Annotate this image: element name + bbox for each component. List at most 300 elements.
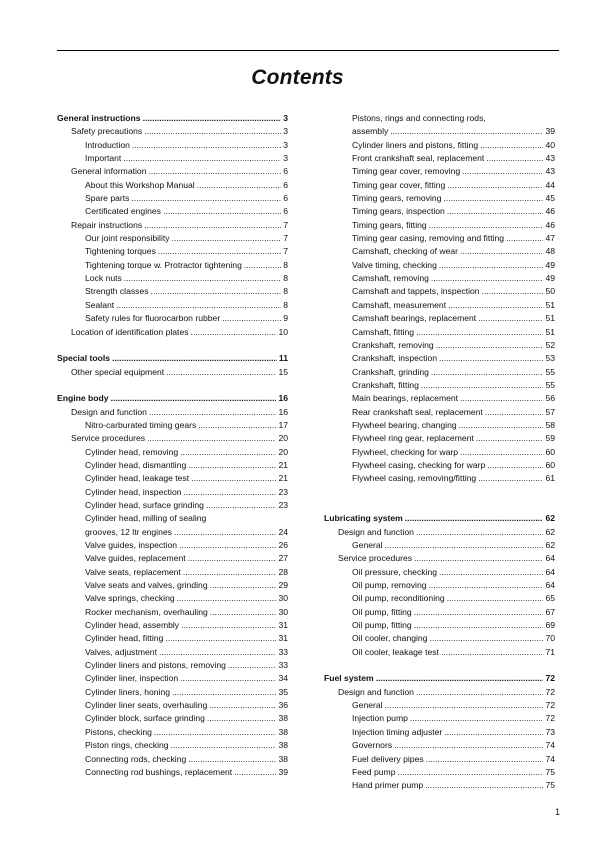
toc-entry-title: Valve guides, inspection bbox=[85, 540, 178, 550]
dot-leader bbox=[506, 232, 543, 245]
toc-section-heading[interactable] bbox=[57, 112, 288, 125]
toc-entry[interactable] bbox=[324, 526, 555, 539]
toc-entry[interactable] bbox=[57, 512, 288, 539]
dot-leader bbox=[210, 606, 277, 619]
dot-leader bbox=[414, 606, 544, 619]
toc-entry[interactable] bbox=[324, 299, 555, 312]
toc-entry-title: Valve springs, checking bbox=[85, 593, 175, 604]
toc-entry[interactable] bbox=[57, 459, 288, 472]
toc-entry-page: 50 bbox=[545, 286, 555, 297]
toc-entry-page: 67 bbox=[545, 606, 555, 617]
toc-entry[interactable] bbox=[57, 139, 288, 152]
toc-entry[interactable] bbox=[324, 392, 555, 405]
toc-entry-page: 64 bbox=[545, 580, 555, 591]
toc-entry[interactable] bbox=[324, 139, 555, 152]
toc-entry-page: 46 bbox=[545, 206, 555, 217]
toc-entry-page: 57 bbox=[545, 406, 555, 417]
dot-leader bbox=[228, 659, 277, 672]
toc-entry-title: Cylinder head, dismantling bbox=[85, 459, 187, 470]
dot-leader bbox=[244, 259, 281, 272]
dot-leader bbox=[376, 672, 544, 685]
toc-entry-page: 64 bbox=[545, 553, 555, 564]
toc-entry[interactable] bbox=[324, 686, 555, 699]
dot-leader bbox=[416, 686, 543, 699]
dot-leader bbox=[441, 646, 543, 659]
toc-entry[interactable] bbox=[57, 285, 288, 298]
toc-entry-page: 73 bbox=[545, 726, 555, 737]
toc-entry-title: Nitro-carburated timing gears bbox=[85, 419, 197, 430]
toc-entry[interactable] bbox=[324, 152, 555, 165]
toc-entry-title: Oil pump, removing bbox=[352, 580, 427, 591]
toc-entry-title: Engine body bbox=[57, 393, 109, 404]
toc-entry-page: 44 bbox=[545, 179, 555, 190]
toc-entry[interactable] bbox=[57, 632, 288, 645]
toc-entry-page: 43 bbox=[545, 153, 555, 164]
toc-entry-title: Lubricating system bbox=[324, 513, 403, 524]
toc-entry-page: 36 bbox=[278, 700, 288, 711]
toc-entry[interactable] bbox=[57, 672, 288, 685]
toc-entry-page: 52 bbox=[545, 339, 555, 350]
toc-entry-page: 28 bbox=[278, 566, 288, 577]
toc-entry-title: Camshaft and tappets, inspection bbox=[352, 286, 480, 297]
toc-entry-page: 3 bbox=[283, 139, 288, 150]
toc-entry[interactable] bbox=[324, 552, 555, 565]
toc-entry-title: Timing gear casing, removing and fitting bbox=[352, 233, 505, 244]
toc-entry-title: Crankshaft, removing bbox=[352, 339, 434, 350]
toc-entry-page: 30 bbox=[278, 593, 288, 604]
toc-entry-title: Certificated engines bbox=[85, 206, 161, 217]
toc-entry-page: 7 bbox=[283, 246, 288, 257]
toc-entry-title: Lock nuts bbox=[85, 273, 122, 284]
toc-entry-title: Crankshaft, fitting bbox=[352, 379, 419, 390]
dot-leader bbox=[448, 299, 543, 312]
toc-entry-title: Fuel system bbox=[324, 673, 374, 684]
toc-entry-title: Oil cooler, leakage test bbox=[352, 646, 439, 657]
toc-entry-page: 55 bbox=[545, 366, 555, 377]
toc-entry[interactable] bbox=[57, 659, 288, 672]
toc-section-heading[interactable] bbox=[57, 392, 288, 405]
dot-leader bbox=[209, 699, 276, 712]
dot-leader bbox=[439, 259, 544, 272]
toc-entry-page: 33 bbox=[278, 660, 288, 671]
toc-entry[interactable] bbox=[324, 606, 555, 619]
toc-entry-title: Valve timing, checking bbox=[352, 259, 437, 270]
toc-entry[interactable] bbox=[324, 472, 555, 485]
dot-leader bbox=[177, 592, 277, 605]
dot-leader bbox=[478, 472, 543, 485]
toc-entry[interactable] bbox=[324, 312, 555, 325]
toc-entry[interactable] bbox=[324, 219, 555, 232]
dot-leader bbox=[183, 566, 277, 579]
toc-entry-title: Governors bbox=[352, 740, 393, 751]
toc-entry[interactable] bbox=[57, 592, 288, 605]
toc-entry[interactable] bbox=[324, 766, 555, 779]
toc-entry-page: 9 bbox=[283, 313, 288, 324]
toc-entry-page: 20 bbox=[278, 446, 288, 457]
toc-entry-title: Flywheel casing, removing/fitting bbox=[352, 473, 477, 484]
toc-entry-page: 74 bbox=[545, 753, 555, 764]
dot-leader bbox=[487, 459, 543, 472]
toc-entry[interactable] bbox=[324, 459, 555, 472]
toc-entry[interactable] bbox=[324, 632, 555, 645]
toc-entry-page: 7 bbox=[283, 219, 288, 230]
toc-entry-page: 8 bbox=[283, 259, 288, 270]
toc-entry[interactable] bbox=[57, 499, 288, 512]
toc-entry[interactable] bbox=[57, 446, 288, 459]
toc-entry-title: Oil pump, fitting bbox=[352, 606, 412, 617]
toc-entry[interactable] bbox=[324, 712, 555, 725]
toc-entry-title: Tightening torque w. Protractor tightening bbox=[85, 259, 242, 270]
toc-entry-title: Cylinder block, surface grinding bbox=[85, 713, 205, 724]
toc-entry[interactable] bbox=[57, 766, 288, 779]
dot-leader bbox=[174, 526, 276, 539]
toc-entry-title: Cylinder head, leakage test bbox=[85, 473, 190, 484]
dot-leader bbox=[165, 632, 276, 645]
toc-entry-page: 74 bbox=[545, 740, 555, 751]
toc-entry-page: 48 bbox=[545, 246, 555, 257]
toc-entry[interactable] bbox=[324, 366, 555, 379]
toc-entry-page: 39 bbox=[278, 766, 288, 777]
toc-entry[interactable] bbox=[57, 606, 288, 619]
toc-entry-title: Oil pump, fitting bbox=[352, 620, 412, 631]
toc-entry-title: Repair instructions bbox=[71, 219, 143, 230]
toc-entry-page: 47 bbox=[545, 233, 555, 244]
toc-entry[interactable] bbox=[57, 539, 288, 552]
toc-entry[interactable] bbox=[324, 779, 555, 792]
toc-entry[interactable] bbox=[57, 299, 288, 312]
dot-leader bbox=[414, 619, 544, 632]
toc-entry[interactable] bbox=[57, 125, 288, 138]
toc-entry-title: Spare parts bbox=[85, 193, 130, 204]
dot-leader bbox=[188, 552, 277, 565]
dot-leader bbox=[191, 472, 276, 485]
toc-entry-page: 51 bbox=[545, 326, 555, 337]
toc-entry-page: 43 bbox=[545, 166, 555, 177]
toc-entry[interactable] bbox=[324, 539, 555, 552]
dot-leader bbox=[390, 125, 543, 138]
toc-entry-title: Camshaft, fitting bbox=[352, 326, 415, 337]
toc-entry[interactable] bbox=[324, 339, 555, 352]
toc-entry[interactable] bbox=[324, 272, 555, 285]
section-spacer bbox=[324, 499, 555, 512]
toc-entry[interactable] bbox=[57, 646, 288, 659]
toc-entry[interactable] bbox=[57, 619, 288, 632]
toc-entry-page: 71 bbox=[545, 646, 555, 657]
dot-leader bbox=[447, 592, 544, 605]
toc-entry[interactable] bbox=[324, 192, 555, 205]
toc-entry[interactable] bbox=[57, 406, 288, 419]
toc-entry-page: 39 bbox=[545, 126, 555, 137]
dot-leader bbox=[480, 139, 543, 152]
toc-entry-title: Hand primer pump bbox=[352, 780, 424, 791]
toc-entry-title: General information bbox=[71, 166, 147, 177]
toc-entry-title: Cylinder liner seats, overhauling bbox=[85, 700, 208, 711]
dot-leader bbox=[447, 205, 544, 218]
dot-leader bbox=[210, 579, 277, 592]
toc-entry-page: 6 bbox=[283, 166, 288, 177]
toc-entry[interactable] bbox=[57, 205, 288, 218]
toc-entry[interactable] bbox=[324, 726, 555, 739]
toc-entry-title: Oil cooler, changing bbox=[352, 633, 428, 644]
toc-entry-page: 38 bbox=[278, 740, 288, 751]
dot-leader bbox=[188, 753, 276, 766]
toc-entry[interactable] bbox=[324, 739, 555, 752]
toc-entry[interactable] bbox=[324, 592, 555, 605]
toc-entry-title: Camshaft, measurement bbox=[352, 299, 447, 310]
toc-entry[interactable] bbox=[57, 259, 288, 272]
dot-leader bbox=[180, 446, 276, 459]
toc-entry-title: Main bearings, replacement bbox=[352, 393, 459, 404]
toc-entry-title: Oil pressure, checking bbox=[352, 566, 438, 577]
toc-entry-page: 60 bbox=[545, 446, 555, 457]
dot-leader bbox=[180, 672, 276, 685]
dot-leader bbox=[154, 726, 277, 739]
dot-leader bbox=[148, 165, 281, 178]
dot-leader bbox=[124, 272, 281, 285]
toc-entry[interactable] bbox=[57, 165, 288, 178]
toc-entry-title: Safety precautions bbox=[71, 126, 143, 137]
toc-entry-page: 72 bbox=[545, 673, 555, 684]
toc-entry-title: Cylinder liners and pistons, removing bbox=[85, 660, 226, 671]
toc-entry-page: 29 bbox=[278, 580, 288, 591]
dot-leader bbox=[149, 406, 276, 419]
dot-leader bbox=[207, 712, 277, 725]
dot-leader bbox=[147, 432, 276, 445]
toc-entry-page: 16 bbox=[278, 406, 288, 417]
toc-entry-page: 72 bbox=[545, 686, 555, 697]
toc-entry-title: Cylinder head, fitting bbox=[85, 633, 164, 644]
dot-leader bbox=[116, 299, 281, 312]
toc-entry-title: Service procedures bbox=[71, 433, 146, 444]
toc-entry-title: Cylinder head, removing bbox=[85, 446, 179, 457]
dot-leader bbox=[112, 352, 277, 365]
toc-entry[interactable] bbox=[57, 739, 288, 752]
toc-entry-page: 20 bbox=[278, 433, 288, 444]
dot-leader bbox=[416, 326, 543, 339]
dot-leader bbox=[439, 352, 543, 365]
toc-entry-title: Crankshaft, grinding bbox=[352, 366, 429, 377]
toc-entry-title: Cylinder liners and pistons, fitting bbox=[352, 139, 479, 150]
toc-entry[interactable] bbox=[57, 219, 288, 232]
toc-entry[interactable] bbox=[324, 619, 555, 632]
toc-entry-page: 30 bbox=[278, 606, 288, 617]
dot-leader bbox=[478, 312, 543, 325]
toc-entry-page: 58 bbox=[545, 419, 555, 430]
toc-section-heading[interactable] bbox=[57, 352, 288, 365]
toc-entry-title: Flywheel, checking for warp bbox=[352, 446, 459, 457]
toc-entry-page: 40 bbox=[545, 139, 555, 150]
toc-entry[interactable] bbox=[57, 179, 288, 192]
toc-entry[interactable] bbox=[324, 112, 555, 139]
dot-leader bbox=[426, 753, 544, 766]
toc-entry[interactable] bbox=[57, 699, 288, 712]
toc-entry[interactable] bbox=[324, 432, 555, 445]
toc-entry[interactable] bbox=[57, 753, 288, 766]
toc-entry-page: 65 bbox=[545, 593, 555, 604]
toc-entry[interactable] bbox=[324, 446, 555, 459]
toc-entry-page: 33 bbox=[278, 646, 288, 657]
toc-entry[interactable] bbox=[324, 646, 555, 659]
toc-entry-page: 8 bbox=[283, 273, 288, 284]
toc-entry[interactable] bbox=[57, 312, 288, 325]
toc-entry-page: 51 bbox=[545, 299, 555, 310]
toc-entry-title: Camshaft, removing bbox=[352, 273, 429, 284]
toc-entry[interactable] bbox=[324, 179, 555, 192]
toc-entry-page: 6 bbox=[283, 193, 288, 204]
toc-entry-page: 49 bbox=[545, 273, 555, 284]
toc-entry-title: Feed pump bbox=[352, 766, 396, 777]
toc-entry[interactable] bbox=[57, 245, 288, 258]
toc-entry-title: Cylinder liner, inspection bbox=[85, 673, 179, 684]
toc-entry[interactable] bbox=[57, 566, 288, 579]
toc-entry-title: Injection pump bbox=[352, 713, 408, 724]
toc-entry-page: 7 bbox=[283, 233, 288, 244]
dot-leader bbox=[460, 446, 543, 459]
toc-entry-page: 6 bbox=[283, 206, 288, 217]
toc-entry-title: Special tools bbox=[57, 353, 111, 364]
dot-leader bbox=[166, 366, 276, 379]
toc-entry-title: General bbox=[352, 700, 383, 711]
toc-entry[interactable] bbox=[324, 579, 555, 592]
toc-entry-page: 21 bbox=[278, 459, 288, 470]
dot-leader bbox=[234, 766, 276, 779]
toc-entry-title: Safety rules for fluorocarbon rubber bbox=[85, 313, 221, 324]
toc-entry-page: 23 bbox=[278, 499, 288, 510]
toc-entry-title: Cylinder head, inspection bbox=[85, 486, 182, 497]
toc-entry-page: 26 bbox=[278, 540, 288, 550]
toc-entry[interactable] bbox=[324, 352, 555, 365]
toc-section-heading[interactable] bbox=[324, 672, 555, 685]
dot-leader bbox=[222, 312, 281, 325]
toc-entry[interactable] bbox=[324, 699, 555, 712]
toc-entry-title: Rear crankshaft seal, replacement bbox=[352, 406, 483, 417]
toc-entry[interactable] bbox=[324, 419, 555, 432]
toc-entry-title: Timing gears, fitting bbox=[352, 219, 427, 230]
toc-entry[interactable] bbox=[57, 726, 288, 739]
toc-entry[interactable] bbox=[57, 486, 288, 499]
dot-leader bbox=[394, 739, 543, 752]
toc-entry-page: 24 bbox=[278, 526, 288, 537]
toc-entry[interactable] bbox=[324, 566, 555, 579]
toc-entry[interactable] bbox=[57, 326, 288, 339]
toc-entry-title: Design and function bbox=[71, 406, 147, 417]
toc-entry[interactable] bbox=[324, 245, 555, 258]
toc-entry-title: Cylinder liners, honing bbox=[85, 686, 171, 697]
dot-leader bbox=[181, 619, 276, 632]
toc-section-heading[interactable] bbox=[324, 512, 555, 525]
dot-leader bbox=[111, 392, 277, 405]
toc-entry-page: 49 bbox=[545, 259, 555, 270]
toc-entry-page: 75 bbox=[545, 780, 555, 791]
toc-entry[interactable] bbox=[324, 326, 555, 339]
toc-entry-page: 56 bbox=[545, 393, 555, 404]
toc-entry-page: 72 bbox=[545, 713, 555, 724]
toc-entry[interactable] bbox=[324, 165, 555, 178]
toc-entry-title: Other special equipment bbox=[71, 366, 165, 377]
toc-entry-title: Valve guides, replacement bbox=[85, 553, 186, 564]
toc-entry-title: Pistons, rings and connecting rods, bbox=[352, 113, 486, 123]
toc-entry-title: Design and function bbox=[338, 686, 414, 697]
toc-entry-page: 8 bbox=[283, 286, 288, 297]
toc-entry[interactable] bbox=[57, 152, 288, 165]
toc-entry-page: 51 bbox=[545, 313, 555, 324]
dot-leader bbox=[206, 499, 276, 512]
toc-entry[interactable] bbox=[57, 472, 288, 485]
toc-entry-title: Flywheel bearing, changing bbox=[352, 419, 457, 430]
toc-entry-title: Sealant bbox=[85, 299, 115, 310]
toc-entry-title: Timing gear cover, removing bbox=[352, 166, 461, 177]
toc-entry[interactable] bbox=[324, 379, 555, 392]
toc-entry[interactable] bbox=[57, 272, 288, 285]
dot-leader bbox=[482, 285, 544, 298]
toc-entry[interactable] bbox=[324, 753, 555, 766]
toc-entry[interactable] bbox=[57, 192, 288, 205]
toc-entry[interactable] bbox=[324, 205, 555, 218]
dot-leader bbox=[431, 272, 544, 285]
toc-entry[interactable] bbox=[57, 579, 288, 592]
toc-entry-title: Valves, adjustment bbox=[85, 646, 157, 657]
toc-entry-title: Timing gear cover, fitting bbox=[352, 179, 446, 190]
toc-entry-page: 53 bbox=[545, 353, 555, 364]
toc-entry-page: 35 bbox=[278, 686, 288, 697]
dot-leader bbox=[163, 205, 281, 218]
toc-entry-page: 72 bbox=[545, 700, 555, 711]
toc-entry-page: 34 bbox=[278, 673, 288, 684]
dot-leader bbox=[476, 432, 544, 445]
toc-entry[interactable] bbox=[324, 259, 555, 272]
page-number: 1 bbox=[555, 807, 561, 817]
dot-leader bbox=[172, 686, 276, 699]
toc-entry[interactable] bbox=[57, 686, 288, 699]
toc-entry[interactable] bbox=[57, 432, 288, 445]
toc-entry-page: 38 bbox=[278, 753, 288, 764]
toc-entry-page: 11 bbox=[278, 353, 288, 364]
toc-entry[interactable] bbox=[324, 232, 555, 245]
toc-entry-title: Timing gears, inspection bbox=[352, 206, 445, 217]
dot-leader bbox=[431, 366, 544, 379]
toc-entry-title-continued: assembly bbox=[352, 126, 389, 137]
dot-leader bbox=[429, 632, 543, 645]
dot-leader bbox=[439, 566, 543, 579]
toc-entry[interactable] bbox=[324, 285, 555, 298]
toc-entry[interactable] bbox=[57, 712, 288, 725]
toc-entry[interactable] bbox=[57, 366, 288, 379]
toc-entry-page: 38 bbox=[278, 726, 288, 737]
dot-leader bbox=[429, 579, 544, 592]
toc-entry-title: General bbox=[352, 540, 383, 550]
toc-entry-page: 64 bbox=[545, 566, 555, 577]
toc-entry-page: 60 bbox=[545, 459, 555, 470]
dot-leader bbox=[421, 379, 544, 392]
dot-leader bbox=[436, 339, 544, 352]
dot-leader bbox=[197, 179, 282, 192]
toc-entry[interactable] bbox=[57, 552, 288, 565]
toc-entry-title: Pistons, checking bbox=[85, 726, 152, 737]
toc-entry-title: Valve seats, replacement bbox=[85, 566, 181, 577]
toc-entry-page: 31 bbox=[278, 620, 288, 631]
toc-entry-page: 8 bbox=[283, 299, 288, 310]
toc-entry-title: Fuel delivery pipes bbox=[352, 753, 424, 764]
toc-entry[interactable] bbox=[324, 406, 555, 419]
toc-entry[interactable] bbox=[57, 419, 288, 432]
toc-entry[interactable] bbox=[57, 232, 288, 245]
toc-entry-title: Rocker mechanism, overhauling bbox=[85, 606, 208, 617]
toc-entry-page: 27 bbox=[278, 553, 288, 564]
toc-entry-title: Front crankshaft seal, replacement bbox=[352, 153, 485, 164]
toc-entry-page: 61 bbox=[545, 473, 555, 484]
dot-leader bbox=[131, 192, 281, 205]
dot-leader bbox=[158, 245, 281, 258]
